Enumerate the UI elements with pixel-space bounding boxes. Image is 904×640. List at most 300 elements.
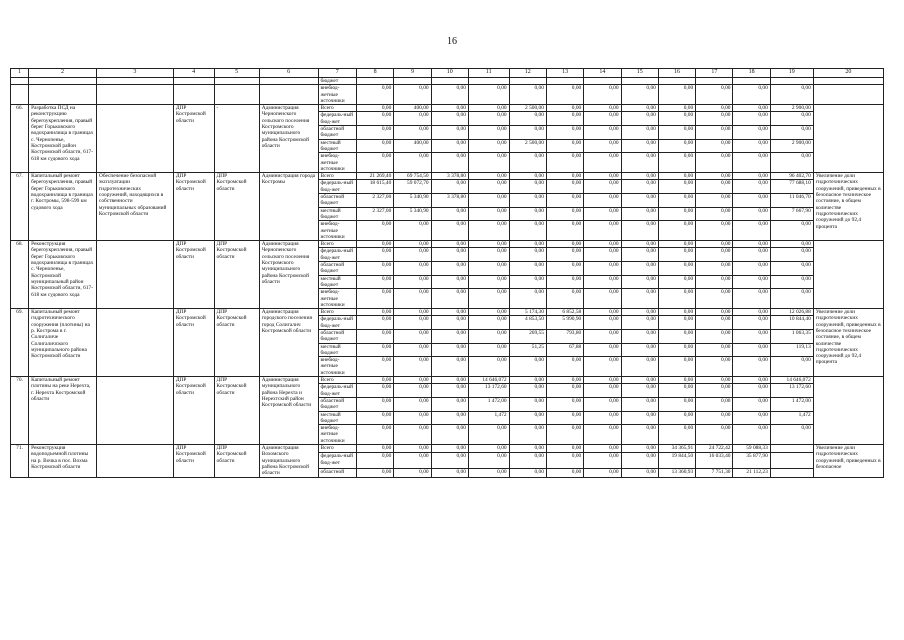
amount-cell: 0,00	[468, 194, 509, 208]
amount-cell: 2 327,00	[356, 207, 393, 221]
amount-cell: 0,00	[431, 105, 468, 112]
amount-cell: 0,00	[356, 289, 393, 309]
amount-cell: 0,00	[696, 126, 733, 140]
amount-cell: 0,00	[696, 262, 733, 276]
amount-cell: 0,00	[658, 173, 695, 180]
amount-cell: 13 172,60	[770, 384, 813, 398]
expected-result	[96, 445, 173, 477]
amount-cell: 0,00	[621, 453, 658, 469]
amount-cell: 24 722,42	[696, 445, 733, 453]
amount-cell: 0,00	[546, 275, 583, 289]
amount-cell: 0,00	[509, 180, 546, 194]
amount-cell: 0,00	[658, 425, 695, 445]
amount-cell: 0,00	[770, 241, 813, 248]
amount-cell: 0,00	[509, 153, 546, 173]
amount-cell: 0,00	[621, 411, 658, 425]
amount-cell: 0,00	[431, 275, 468, 289]
column-number: 6	[259, 69, 318, 78]
project-name: Капитальный ремонт берегоукрепления, правый берег Горьковского водохранилища в границах г. Костромы, 598-599 км судового хода	[29, 173, 97, 241]
target-indicator: Увеличение доли гидротехнических сооружений, приведенных в безопасное техническое состояние, в общем количестве гидротехнических сооружений до 92,4 процента	[813, 173, 883, 241]
amount-cell: 0,00	[658, 343, 695, 357]
amount-cell: 0,00	[356, 469, 393, 477]
amount-cell: 0,00	[696, 309, 733, 316]
amount-cell: 10 844,40	[770, 316, 813, 330]
amount-cell: 0,00	[509, 241, 546, 248]
amount-cell: 0,00	[770, 248, 813, 262]
amount-cell: 0,00	[733, 112, 770, 126]
amount-cell: 0,00	[621, 397, 658, 411]
amount-cell	[584, 78, 621, 85]
main-developer: -	[214, 105, 259, 173]
empty-cell	[214, 78, 259, 85]
amount-cell: 0,00	[621, 316, 658, 330]
expected-result	[96, 377, 173, 445]
column-number: 14	[584, 69, 621, 78]
amount-cell: 0,00	[584, 241, 621, 248]
amount-cell: 0,00	[621, 309, 658, 316]
amount-cell: 7 751,30	[696, 469, 733, 477]
amount-cell: 0,00	[584, 112, 621, 126]
amount-cell: 1,472	[468, 411, 509, 425]
amount-cell: 0,00	[621, 248, 658, 262]
table-row	[11, 105, 884, 112]
amount-cell: 0,00	[584, 194, 621, 208]
amount-cell: 0,00	[431, 112, 468, 126]
target-indicator	[813, 241, 883, 309]
amount-cell: 0,00	[658, 329, 695, 343]
expected-result	[96, 241, 173, 309]
amount-cell: 14 646,072	[468, 377, 509, 384]
amount-cell: 0,00	[584, 377, 621, 384]
amount-cell: 0,00	[509, 384, 546, 398]
amount-cell: 0,00	[509, 262, 546, 276]
funding-source: Всего	[318, 445, 356, 453]
amount-cell: 0,00	[431, 126, 468, 140]
amount-cell: 0,00	[468, 180, 509, 194]
amount-cell: 0,00	[621, 139, 658, 153]
amount-cell: 0,00	[509, 173, 546, 180]
amount-cell: 0,00	[733, 194, 770, 208]
amount-cell: 2 500,00	[509, 105, 546, 112]
amount-cell: 0,00	[733, 377, 770, 384]
column-number: 16	[658, 69, 695, 78]
amount-cell: 0,00	[658, 207, 695, 221]
amount-cell: 18 615,40	[356, 180, 393, 194]
amount-cell: 0,00	[394, 453, 431, 469]
amount-cell: 0,00	[696, 248, 733, 262]
amount-cell: 0,00	[356, 357, 393, 377]
subsidy-recipient: Администрация Чернопенского сельского поселения Костромского муниципального района Костромской области	[259, 241, 318, 309]
amount-cell: 0,00	[584, 411, 621, 425]
amount-cell: 11 046,70	[770, 194, 813, 208]
amount-cell: 0,00	[468, 139, 509, 153]
amount-cell: 0,00	[509, 377, 546, 384]
state-customer: ДПР Костромской области	[173, 173, 214, 241]
empty-cell	[11, 78, 29, 85]
column-number: 12	[509, 69, 546, 78]
amount-cell: 0,00	[468, 357, 509, 377]
amount-cell: 0,00	[394, 445, 431, 453]
target-indicator: Увеличение доли гидротехнических сооружений, приведенных в безопасное	[813, 445, 883, 477]
amount-cell: 0,00	[584, 248, 621, 262]
amount-cell: 0,00	[546, 241, 583, 248]
amount-cell: 0,00	[621, 112, 658, 126]
amount-cell: 0,00	[356, 248, 393, 262]
amount-cell: 0,00	[696, 180, 733, 194]
amount-cell: 0,00	[584, 453, 621, 469]
main-developer: ДПР Костромской области	[214, 445, 259, 477]
table-row	[11, 78, 884, 85]
amount-cell: 0,00	[356, 445, 393, 453]
funding-source: федераль-ный бюд-жет	[318, 112, 356, 126]
amount-cell: 21 269,40	[356, 173, 393, 180]
amount-cell	[733, 78, 770, 85]
amount-cell: 0,00	[658, 194, 695, 208]
amount-cell: 0,00	[733, 275, 770, 289]
amount-cell	[394, 78, 431, 85]
amount-cell: 0,00	[770, 85, 813, 105]
amount-cell: 0,00	[621, 241, 658, 248]
amount-cell: 0,00	[431, 289, 468, 309]
amount-cell: 0,00	[658, 384, 695, 398]
subsidy-recipient: Администрация городского поселения город Солигалич Костромской области	[259, 309, 318, 377]
expected-result: Обеспечение безопасной эксплуатации гидротехнических сооружений, находящихся в собственности муниципальных образований Костромской области	[96, 173, 173, 241]
funding-source: Всего	[318, 173, 356, 180]
amount-cell: 0,00	[431, 207, 468, 221]
amount-cell: 0,00	[621, 289, 658, 309]
amount-cell: 0,00	[733, 289, 770, 309]
empty-cell	[29, 78, 97, 85]
amount-cell: 0,00	[356, 316, 393, 330]
amount-cell: 0,00	[356, 453, 393, 469]
amount-cell	[621, 78, 658, 85]
amount-cell: 0,00	[468, 173, 509, 180]
amount-cell: 0,00	[584, 309, 621, 316]
project-name: Капитальный ремонт гидротехнического сооружения (плотины) на р. Кострома в г. Солигаличе Солигаличского муниципального района Костромской области	[29, 309, 97, 377]
amount-cell: 0,00	[356, 425, 393, 445]
amount-cell: 0,00	[356, 397, 393, 411]
amount-cell: 0,00	[733, 309, 770, 316]
table-row	[11, 445, 884, 453]
column-number: 2	[29, 69, 97, 78]
funding-source: местный бюджет	[318, 275, 356, 289]
amount-cell: 0,00	[696, 241, 733, 248]
amount-cell: 0,00	[468, 289, 509, 309]
amount-cell: 0,00	[696, 173, 733, 180]
amount-cell: 0,00	[733, 173, 770, 180]
amount-cell: 0,00	[431, 377, 468, 384]
amount-cell: 0,00	[509, 248, 546, 262]
amount-cell: 0,00	[770, 357, 813, 377]
amount-cell: 0,00	[431, 309, 468, 316]
amount-cell: 0,00	[546, 425, 583, 445]
amount-cell: 0,00	[733, 221, 770, 241]
column-number: 3	[96, 69, 173, 78]
amount-cell: 0,00	[621, 469, 658, 477]
project-name: Капитальный ремонт плотины на реке Нерехта, г. Нерехта Костромской области	[29, 377, 97, 445]
amount-cell: 5 340,90	[394, 207, 431, 221]
amount-cell: 0,00	[394, 397, 431, 411]
amount-cell: 96 402,70	[770, 173, 813, 180]
amount-cell: 0,00	[356, 411, 393, 425]
header-row	[11, 69, 884, 78]
amount-cell: 0,00	[696, 357, 733, 377]
amount-cell: 0,00	[658, 397, 695, 411]
funding-source: внебюд-жетные источники	[318, 425, 356, 445]
amount-cell: 0,00	[733, 425, 770, 445]
amount-cell	[431, 78, 468, 85]
amount-cell: 0,00	[621, 377, 658, 384]
amount-cell: 0,00	[770, 275, 813, 289]
amount-cell: 0,00	[733, 262, 770, 276]
amount-cell: 0,00	[394, 262, 431, 276]
amount-cell: 21 112,23	[733, 469, 770, 477]
amount-cell: 2 327,00	[356, 194, 393, 208]
column-number: 15	[621, 69, 658, 78]
funding-source: Всего	[318, 105, 356, 112]
column-number: 4	[173, 69, 214, 78]
amount-cell: 0,00	[584, 445, 621, 453]
funding-source: федераль-ный бюд-жет	[318, 453, 356, 469]
amount-cell: 0,00	[356, 112, 393, 126]
empty-cell	[96, 85, 173, 105]
amount-cell: 0,00	[658, 126, 695, 140]
amount-cell: 0,00	[658, 221, 695, 241]
funding-source: местный бюджет	[318, 343, 356, 357]
column-number: 1	[11, 69, 29, 78]
amount-cell: 0,00	[394, 289, 431, 309]
amount-cell: 16 033,40	[696, 453, 733, 469]
column-number: 7	[318, 69, 356, 78]
amount-cell: 0,00	[621, 180, 658, 194]
amount-cell: 0,00	[770, 112, 813, 126]
target-indicator: Увеличение доли гидротехнических сооружений, приведенных в безопасное техническое состояние, в общем количестве гидротехнических сооружений до 92,4 процента	[813, 309, 883, 377]
amount-cell: 0,00	[509, 445, 546, 453]
amount-cell: 0,00	[546, 85, 583, 105]
amount-cell: 0,00	[733, 126, 770, 140]
amount-cell: 0,00	[394, 377, 431, 384]
funding-source: внебюд-жетные источники	[318, 357, 356, 377]
amount-cell: 0,00	[621, 357, 658, 377]
amount-cell: 0,00	[733, 329, 770, 343]
amount-cell: 0,00	[468, 309, 509, 316]
amount-cell	[468, 78, 509, 85]
table-row	[11, 173, 884, 180]
amount-cell: 0,00	[733, 343, 770, 357]
main-developer: ДПР Костромской области	[214, 309, 259, 377]
amount-cell: 0,00	[509, 112, 546, 126]
amount-cell: 0,00	[394, 112, 431, 126]
funding-source: областной бюджет	[318, 126, 356, 140]
amount-cell: 0,00	[431, 343, 468, 357]
amount-cell	[356, 78, 393, 85]
amount-cell: 0,00	[468, 112, 509, 126]
amount-cell: 0,00	[770, 425, 813, 445]
expected-result	[96, 309, 173, 377]
amount-cell: 0,00	[546, 207, 583, 221]
funding-source: федераль-ный бюд-жет	[318, 180, 356, 194]
amount-cell: 400,00	[394, 105, 431, 112]
amount-cell: 59 088,33	[733, 445, 770, 453]
amount-cell: 0,00	[584, 275, 621, 289]
amount-cell: 0,00	[431, 262, 468, 276]
amount-cell: 0,00	[658, 241, 695, 248]
amount-cell: 0,00	[658, 309, 695, 316]
amount-cell: 0,00	[431, 397, 468, 411]
amount-cell: 0,00	[546, 453, 583, 469]
amount-cell: 0,00	[394, 126, 431, 140]
amount-cell: 0,00	[356, 126, 393, 140]
state-customer: ДПР Костромской области	[173, 445, 214, 477]
funding-source: Всего	[318, 377, 356, 384]
amount-cell: 0,00	[584, 105, 621, 112]
amount-cell	[546, 78, 583, 85]
amount-cell: 0,00	[394, 85, 431, 105]
amount-cell: 0,00	[733, 85, 770, 105]
amount-cell: 0,00	[509, 397, 546, 411]
amount-cell	[509, 78, 546, 85]
amount-cell: 0,00	[546, 194, 583, 208]
subsidy-recipient: Администрация города Костромы	[259, 173, 318, 241]
amount-cell: 0,00	[356, 105, 393, 112]
amount-cell: 2 500,00	[509, 139, 546, 153]
amount-cell: 0,00	[621, 173, 658, 180]
amount-cell: 0,00	[546, 411, 583, 425]
amount-cell: 13 172,60	[468, 384, 509, 398]
amount-cell: 0,00	[584, 469, 621, 477]
amount-cell: 0,00	[356, 309, 393, 316]
column-number: 18	[733, 69, 770, 78]
target-indicator	[813, 105, 883, 173]
funding-source: областной бюджет	[318, 262, 356, 276]
amount-cell: 0,00	[733, 384, 770, 398]
page-number: 16	[447, 36, 457, 47]
amount-cell: 0,00	[621, 445, 658, 453]
column-number: 10	[431, 69, 468, 78]
amount-cell: 0,00	[770, 221, 813, 241]
amount-cell: 0,00	[584, 126, 621, 140]
amount-cell: 0,00	[468, 207, 509, 221]
amount-cell: 0,00	[394, 316, 431, 330]
amount-cell: 0,00	[468, 469, 509, 477]
amount-cell: 0,00	[696, 139, 733, 153]
amount-cell: 0,00	[431, 445, 468, 453]
amount-cell: 0,00	[468, 343, 509, 357]
amount-cell: 3 378,80	[431, 194, 468, 208]
amount-cell: 0,00	[770, 262, 813, 276]
amount-cell: 0,00	[468, 85, 509, 105]
amount-cell: 7 667,90	[770, 207, 813, 221]
amount-cell: 0,00	[356, 221, 393, 241]
empty-cell	[813, 78, 883, 85]
main-developer: ДПР Костромской области	[214, 241, 259, 309]
amount-cell: 0,00	[658, 411, 695, 425]
amount-cell: 0,00	[584, 180, 621, 194]
amount-cell: 0,00	[546, 180, 583, 194]
amount-cell: 0,00	[733, 248, 770, 262]
empty-cell	[11, 85, 29, 105]
amount-cell: 0,00	[584, 153, 621, 173]
funding-source: областной бюджет	[318, 194, 356, 208]
subsidy-recipient: Администрация Чернопенского сельского поселения Костромского муниципального района Костромской области	[259, 105, 318, 173]
amount-cell: 69 754,50	[394, 173, 431, 180]
amount-cell: 0,00	[584, 343, 621, 357]
amount-cell: 12 026,88	[770, 309, 813, 316]
amount-cell: 0,00	[356, 153, 393, 173]
amount-cell: 0,00	[621, 126, 658, 140]
amount-cell: 0,00	[356, 329, 393, 343]
amount-cell	[658, 78, 695, 85]
amount-cell: 0,00	[394, 411, 431, 425]
amount-cell: 0,00	[394, 153, 431, 173]
amount-cell: 0,00	[546, 289, 583, 309]
amount-cell: 0,00	[431, 469, 468, 477]
amount-cell: 19 844,50	[658, 453, 695, 469]
funding-source: внебюд-жетные источники	[318, 289, 356, 309]
table-row	[11, 377, 884, 384]
amount-cell: 0,00	[696, 411, 733, 425]
amount-cell: 0,00	[733, 397, 770, 411]
funding-source: местный бюджет	[318, 207, 356, 221]
amount-cell: 400,00	[394, 139, 431, 153]
funding-source: внебюд-жетные источники	[318, 153, 356, 173]
empty-cell	[259, 85, 318, 105]
funding-source: областной	[318, 469, 356, 477]
amount-cell: 3 378,80	[431, 173, 468, 180]
amount-cell: 0,00	[394, 275, 431, 289]
amount-cell: 5 990,90	[546, 316, 583, 330]
amount-cell: 0,00	[468, 248, 509, 262]
project-number: 67.	[11, 173, 29, 241]
amount-cell: 0,00	[658, 316, 695, 330]
amount-cell: 0,00	[696, 329, 733, 343]
table-row	[11, 241, 884, 248]
amount-cell: 0,00	[394, 248, 431, 262]
amount-cell: 0,00	[431, 241, 468, 248]
amount-cell: 0,00	[394, 425, 431, 445]
amount-cell: 0,00	[770, 153, 813, 173]
column-number: 20	[813, 69, 883, 78]
amount-cell: 0,00	[468, 126, 509, 140]
amount-cell: 0,00	[546, 139, 583, 153]
amount-cell: 0,00	[546, 357, 583, 377]
amount-cell: 0,00	[431, 85, 468, 105]
empty-cell	[813, 85, 883, 105]
amount-cell: 4 853,50	[509, 316, 546, 330]
funding-source: областной бюджет	[318, 397, 356, 411]
project-number: 68.	[11, 241, 29, 309]
amount-cell: 0,00	[733, 180, 770, 194]
amount-cell: 0,00	[584, 397, 621, 411]
amount-cell: 0,00	[394, 343, 431, 357]
amount-cell: 0,00	[658, 357, 695, 377]
amount-cell: 0,00	[733, 357, 770, 377]
amount-cell: 2 900,00	[770, 139, 813, 153]
funding-source: федераль-ный бюд-жет	[318, 316, 356, 330]
amount-cell: 0,00	[696, 112, 733, 126]
amount-cell: 13 360,93	[658, 469, 695, 477]
column-number: 8	[356, 69, 393, 78]
amount-cell: 0,00	[733, 139, 770, 153]
amount-cell: 67,88	[546, 343, 583, 357]
amount-cell: 0,00	[584, 329, 621, 343]
project-name: Разработка ПСД на реконструкцию берегоукрепления, правый берег Горьковского водохранилища в границах с. Чернопенье, Костромской район Костромской области, 617-618 км судового хода	[29, 105, 97, 173]
amount-cell: 0,00	[658, 180, 695, 194]
amount-cell: 35 877,90	[733, 453, 770, 469]
amount-cell: 0,00	[696, 425, 733, 445]
amount-cell: 0,00	[394, 469, 431, 477]
amount-cell: 0,00	[431, 248, 468, 262]
